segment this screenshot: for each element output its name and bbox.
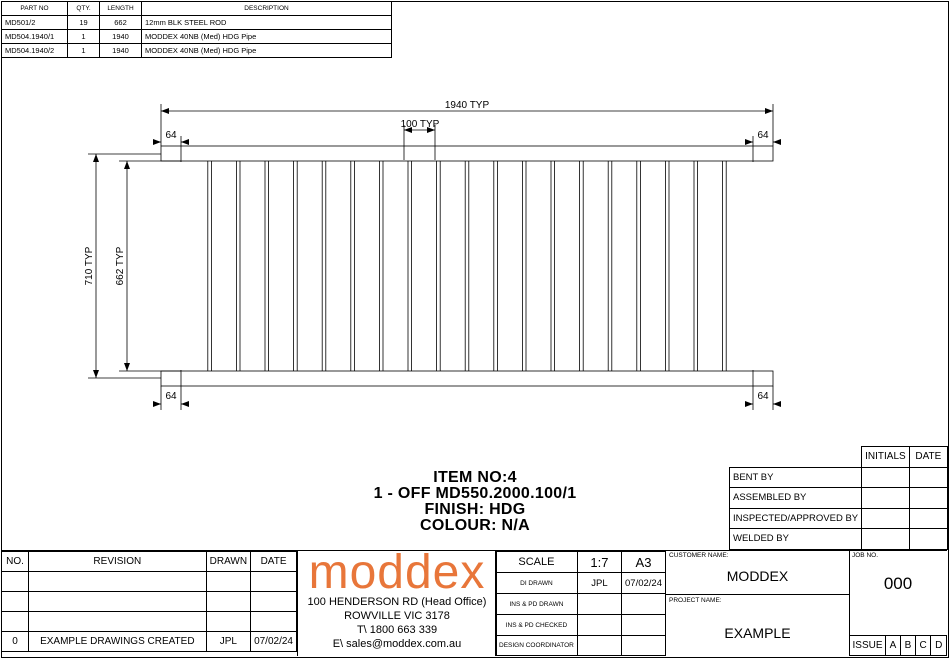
job-number: 000	[883, 574, 913, 593]
approval-label: BENT BY	[730, 467, 862, 488]
item-finish: FINISH: HDG	[424, 501, 526, 518]
table-row	[730, 467, 948, 488]
issue-d: D	[931, 636, 947, 656]
rod-group	[208, 161, 726, 371]
company-phone: T\ 1800 663 339	[356, 624, 438, 636]
dim-end-left-top: 64	[165, 130, 177, 141]
description: MODDEX 40NB (Med) HDG Pipe	[142, 44, 392, 58]
dim-end-right-top: 64	[757, 130, 769, 141]
header-no: NO.	[2, 552, 29, 572]
header-part-no: PART NO	[2, 2, 68, 16]
table-row	[2, 632, 297, 652]
approval-label: ASSEMBLED BY	[730, 488, 862, 509]
item-block	[330, 470, 620, 534]
company-city: ROWVILLE VIC 3178	[344, 610, 450, 622]
approval-label: INSPECTED/APPROVED BY	[730, 508, 862, 529]
scale-label: SCALE	[496, 552, 578, 573]
top-rail	[161, 146, 773, 161]
item-quantity: 1 - OFF MD550.2000.100/1	[373, 485, 577, 502]
header-description: DESCRIPTION	[142, 2, 392, 16]
header-length: LENGTH	[100, 2, 142, 16]
table-row	[730, 508, 948, 529]
issue-a: A	[886, 636, 901, 656]
customer-block	[666, 551, 850, 656]
company-logo: moddex	[308, 546, 486, 599]
date-field[interactable]	[909, 508, 947, 529]
date-field[interactable]	[909, 529, 947, 550]
issue-b: B	[900, 636, 915, 656]
date-field[interactable]	[909, 467, 947, 488]
part-no: MD504.1940/2	[2, 44, 68, 58]
header-date: DATE	[251, 552, 297, 572]
dim-rod-height: 662 TYP	[115, 246, 126, 286]
part-no: MD504.1940/1	[2, 30, 68, 44]
header-revision: REVISION	[29, 552, 207, 572]
dim-end-right-bottom: 64	[757, 391, 769, 402]
header-qty: QTY.	[68, 2, 100, 16]
initials-field[interactable]	[862, 529, 910, 550]
item-colour: COLOUR: N/A	[420, 517, 530, 534]
job-block	[849, 551, 947, 656]
item-number: ITEM NO:4	[433, 469, 517, 486]
length: 1940	[100, 30, 142, 44]
issue-label: ISSUE	[850, 636, 886, 656]
ins-drawn-label: INS & PD DRAWN	[496, 594, 578, 615]
design-coordinator-label: DESIGN COORDINATOR	[496, 636, 578, 656]
drawn-value: JPL	[577, 573, 621, 594]
dim-rod-spacing: 100 TYP	[400, 119, 440, 130]
length: 662	[100, 16, 142, 30]
approval-label: WELDED BY	[730, 529, 862, 550]
header-initials: INITIALS	[862, 447, 910, 468]
qty: 19	[68, 16, 100, 30]
revision-table	[1, 551, 297, 652]
company-email[interactable]: E\ sales@moddex.com.au	[332, 638, 462, 650]
approval-table	[729, 446, 948, 550]
revision-description: EXAMPLE DRAWINGS CREATED	[29, 632, 207, 652]
description: MODDEX 40NB (Med) HDG Pipe	[142, 30, 392, 44]
project-name: EXAMPLE	[724, 625, 791, 641]
drawn-date: 07/02/24	[622, 573, 666, 594]
qty: 1	[68, 44, 100, 58]
customer-name: MODDEX	[726, 568, 789, 584]
issue-c: C	[915, 636, 931, 656]
bottom-rail	[161, 371, 773, 386]
company-address: 100 HENDERSON RD (Head Office)	[307, 596, 487, 608]
description: 12mm BLK STEEL ROD	[142, 16, 392, 30]
initials-field[interactable]	[862, 467, 910, 488]
header-drawn: DRAWN	[206, 552, 250, 572]
sheet-size: A3	[622, 552, 666, 573]
header-date: DATE	[909, 447, 947, 468]
dim-end-left-bottom: 64	[165, 391, 177, 402]
drawn-label: DI DRAWN	[496, 573, 578, 594]
dim-overall-height: 710 TYP	[84, 246, 95, 286]
ins-checked-label: INS & PD CHECKED	[496, 615, 578, 636]
length: 1940	[100, 44, 142, 58]
company-block	[297, 546, 497, 656]
revision-date: 07/02/24	[251, 632, 297, 652]
job-label: JOB NO.	[852, 552, 879, 559]
part-no: MD501/2	[2, 16, 68, 30]
revision-no: 0	[2, 632, 29, 652]
scale-table	[495, 551, 666, 656]
customer-label: CUSTOMER NAME:	[669, 552, 729, 559]
scale-value: 1:7	[577, 552, 621, 573]
table-row	[730, 488, 948, 509]
initials-field[interactable]	[862, 488, 910, 509]
issue-table	[849, 635, 947, 656]
dim-overall-width: 1940 TYP	[444, 100, 490, 111]
date-field[interactable]	[909, 488, 947, 509]
initials-field[interactable]	[862, 508, 910, 529]
qty: 1	[68, 30, 100, 44]
revision-drawn: JPL	[206, 632, 250, 652]
table-row	[730, 529, 948, 550]
project-label: PROJECT NAME:	[669, 597, 722, 604]
